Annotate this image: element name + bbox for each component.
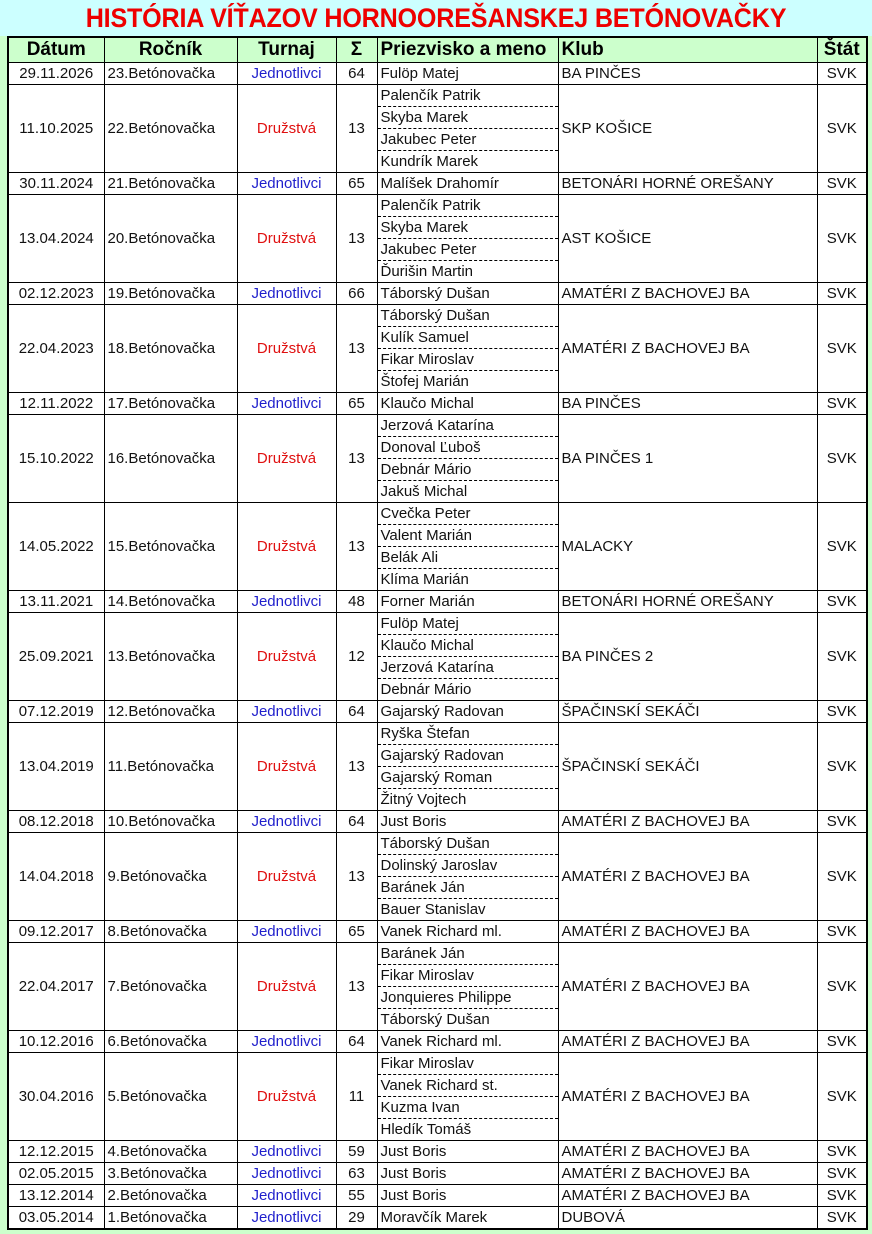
names-cell	[377, 943, 558, 1031]
player-name: Jerzová Katarína	[378, 657, 558, 679]
club-cell: AMATÉRI Z BACHOVEJ BA	[558, 1053, 817, 1141]
table-body	[8, 63, 867, 1230]
player-name: Just Boris	[380, 813, 447, 830]
player-name: Forner Marián	[380, 593, 475, 610]
club-cell: AMATÉRI Z BACHOVEJ BA	[558, 1141, 817, 1163]
player-name: Gajarský Radovan	[380, 703, 504, 720]
names-cell	[377, 1163, 558, 1185]
sum-cell: 13	[336, 503, 377, 591]
table-row	[8, 613, 867, 701]
club-cell: BA PINČES	[558, 393, 817, 415]
player-name: Klaučo Michal	[378, 635, 558, 657]
player-name: Dolinský Jaroslav	[378, 855, 558, 877]
header-club: Klub	[558, 37, 817, 63]
player-name: Jakubec Peter	[378, 129, 558, 151]
tournament-type-cell: Družstvá	[237, 943, 336, 1031]
player-name: Táborský Dušan	[380, 1011, 490, 1028]
sum-cell: 13	[336, 943, 377, 1031]
country-cell: SVK	[817, 591, 867, 613]
player-name: Hledík Tomáš	[380, 1121, 472, 1138]
date-cell: 15.10.2022	[8, 415, 104, 503]
sum-cell: 65	[336, 173, 377, 195]
sum-cell: 65	[336, 393, 377, 415]
names-cell	[377, 173, 558, 195]
date-cell: 02.05.2015	[8, 1163, 104, 1185]
player-name: Táborský Dušan	[378, 833, 558, 855]
player-name: Fikar Miroslav	[378, 349, 558, 371]
player-name: Ďurišin Martin	[380, 263, 474, 280]
edition-cell: 16.Betónovačka	[104, 415, 237, 503]
player-name: Donoval Ľuboš	[378, 437, 558, 459]
table-row	[8, 1185, 867, 1207]
header-sum: Σ	[336, 37, 377, 63]
table-row	[8, 1031, 867, 1053]
country-cell: SVK	[817, 701, 867, 723]
header-edition: Ročník	[104, 37, 237, 63]
page-title: HISTÓRIA VÍŤAZOV HORNOOREŠANSKEJ BETÓNOVAČKY	[85, 3, 787, 33]
names-cell	[377, 921, 558, 943]
date-cell: 13.04.2024	[8, 195, 104, 283]
country-cell: SVK	[817, 283, 867, 305]
tournament-type-cell: Jednotlivci	[237, 1141, 336, 1163]
tournament-type-cell: Družstvá	[237, 85, 336, 173]
table-row	[8, 943, 867, 1031]
player-name: Táborský Dušan	[380, 285, 490, 302]
names-cell	[377, 1053, 558, 1141]
club-cell: BA PINČES 2	[558, 613, 817, 701]
winners-table	[7, 36, 868, 1230]
player-name: Malíšek Drahomír	[380, 175, 499, 192]
edition-cell: 15.Betónovačka	[104, 503, 237, 591]
player-name: Baránek Ján	[378, 877, 558, 899]
edition-cell: 12.Betónovačka	[104, 701, 237, 723]
table-row	[8, 1141, 867, 1163]
edition-cell: 14.Betónovačka	[104, 591, 237, 613]
tournament-type-cell: Družstvá	[237, 613, 336, 701]
date-cell: 13.11.2021	[8, 591, 104, 613]
names-cell	[377, 305, 558, 393]
club-cell: AST KOŠICE	[558, 195, 817, 283]
sum-cell: 48	[336, 591, 377, 613]
tournament-type-cell: Družstvá	[237, 723, 336, 811]
edition-cell: 21.Betónovačka	[104, 173, 237, 195]
player-name: Fikar Miroslav	[378, 1053, 558, 1075]
player-name: Skyba Marek	[378, 217, 558, 239]
edition-cell: 10.Betónovačka	[104, 811, 237, 833]
player-name: Just Boris	[380, 1165, 447, 1182]
sum-cell: 59	[336, 1141, 377, 1163]
date-cell: 02.12.2023	[8, 283, 104, 305]
tournament-type-cell: Jednotlivci	[237, 1207, 336, 1230]
club-cell: AMATÉRI Z BACHOVEJ BA	[558, 1031, 817, 1053]
sum-cell: 13	[336, 195, 377, 283]
edition-cell: 18.Betónovačka	[104, 305, 237, 393]
tournament-type-cell: Družstvá	[237, 195, 336, 283]
country-cell: SVK	[817, 921, 867, 943]
edition-cell: 9.Betónovačka	[104, 833, 237, 921]
edition-cell: 5.Betónovačka	[104, 1053, 237, 1141]
club-cell: ŠPAČINSKÍ SEKÁČI	[558, 723, 817, 811]
player-name: Skyba Marek	[378, 107, 558, 129]
names-cell	[377, 85, 558, 173]
header-date: Dátum	[8, 37, 104, 63]
player-name: Gajarský Roman	[378, 767, 558, 789]
country-cell: SVK	[817, 1163, 867, 1185]
date-cell: 30.11.2024	[8, 173, 104, 195]
country-cell: SVK	[817, 415, 867, 503]
club-cell: AMATÉRI Z BACHOVEJ BA	[558, 1185, 817, 1207]
edition-cell: 22.Betónovačka	[104, 85, 237, 173]
sum-cell: 13	[336, 415, 377, 503]
sum-cell: 11	[336, 1053, 377, 1141]
tournament-type-cell: Jednotlivci	[237, 1163, 336, 1185]
player-name: Gajarský Radovan	[378, 745, 558, 767]
edition-cell: 2.Betónovačka	[104, 1185, 237, 1207]
date-cell: 14.04.2018	[8, 833, 104, 921]
names-cell	[377, 811, 558, 833]
date-cell: 07.12.2019	[8, 701, 104, 723]
club-cell: BETONÁRI HORNÉ OREŠANY	[558, 591, 817, 613]
club-cell: AMATÉRI Z BACHOVEJ BA	[558, 943, 817, 1031]
names-cell	[377, 613, 558, 701]
names-cell	[377, 1207, 558, 1230]
edition-cell: 11.Betónovačka	[104, 723, 237, 811]
player-name: Valent Marián	[378, 525, 558, 547]
sum-cell: 13	[336, 723, 377, 811]
table-row	[8, 1053, 867, 1141]
table-row	[8, 591, 867, 613]
sum-cell: 66	[336, 283, 377, 305]
table-row	[8, 85, 867, 173]
player-name: Palenčík Patrik	[378, 85, 558, 107]
player-name: Klaučo Michal	[380, 395, 474, 412]
tournament-type-cell: Jednotlivci	[237, 921, 336, 943]
table-row	[8, 195, 867, 283]
table-row	[8, 393, 867, 415]
date-cell: 09.12.2017	[8, 921, 104, 943]
table-row	[8, 1163, 867, 1185]
club-cell: AMATÉRI Z BACHOVEJ BA	[558, 921, 817, 943]
player-name: Palenčík Patrik	[378, 195, 558, 217]
club-cell: MALACKY	[558, 503, 817, 591]
player-name: Just Boris	[380, 1143, 447, 1160]
table-row	[8, 503, 867, 591]
player-name: Debnár Mário	[378, 459, 558, 481]
player-name: Baránek Ján	[378, 943, 558, 965]
date-cell: 03.05.2014	[8, 1207, 104, 1230]
player-name: Jakuš Michal	[380, 483, 468, 500]
club-cell: BA PINČES	[558, 63, 817, 85]
edition-cell: 17.Betónovačka	[104, 393, 237, 415]
country-cell: SVK	[817, 1053, 867, 1141]
club-cell: AMATÉRI Z BACHOVEJ BA	[558, 833, 817, 921]
date-cell: 14.05.2022	[8, 503, 104, 591]
table-row	[8, 283, 867, 305]
sum-cell: 55	[336, 1185, 377, 1207]
names-cell	[377, 195, 558, 283]
date-cell: 12.12.2015	[8, 1141, 104, 1163]
player-name: Kuzma Ivan	[378, 1097, 558, 1119]
player-name: Jakubec Peter	[378, 239, 558, 261]
player-name: Jonquieres Philippe	[378, 987, 558, 1009]
player-name: Bauer Stanislav	[380, 901, 486, 918]
tournament-type-cell: Jednotlivci	[237, 811, 336, 833]
player-name: Kundrík Marek	[380, 153, 479, 170]
edition-cell: 6.Betónovačka	[104, 1031, 237, 1053]
header-country: Štát	[817, 37, 867, 63]
table-row	[8, 173, 867, 195]
edition-cell: 8.Betónovačka	[104, 921, 237, 943]
date-cell: 13.12.2014	[8, 1185, 104, 1207]
tournament-type-cell: Družstvá	[237, 415, 336, 503]
country-cell: SVK	[817, 833, 867, 921]
country-cell: SVK	[817, 393, 867, 415]
tournament-type-cell: Jednotlivci	[237, 393, 336, 415]
sum-cell: 64	[336, 701, 377, 723]
sum-cell: 13	[336, 305, 377, 393]
table-row	[8, 305, 867, 393]
sum-cell: 64	[336, 63, 377, 85]
names-cell	[377, 283, 558, 305]
country-cell: SVK	[817, 613, 867, 701]
sum-cell: 29	[336, 1207, 377, 1230]
date-cell: 22.04.2017	[8, 943, 104, 1031]
names-cell	[377, 1141, 558, 1163]
table-row	[8, 701, 867, 723]
edition-cell: 20.Betónovačka	[104, 195, 237, 283]
table-row	[8, 63, 867, 85]
names-cell	[377, 833, 558, 921]
sum-cell: 64	[336, 811, 377, 833]
country-cell: SVK	[817, 811, 867, 833]
edition-cell: 3.Betónovačka	[104, 1163, 237, 1185]
player-name: Moravčík Marek	[380, 1209, 488, 1226]
sum-cell: 12	[336, 613, 377, 701]
names-cell	[377, 591, 558, 613]
tournament-type-cell: Jednotlivci	[237, 283, 336, 305]
tournament-type-cell: Jednotlivci	[237, 591, 336, 613]
sum-cell: 13	[336, 833, 377, 921]
player-name: Belák Ali	[378, 547, 558, 569]
tournament-type-cell: Družstvá	[237, 1053, 336, 1141]
table-row	[8, 811, 867, 833]
tournament-type-cell: Jednotlivci	[237, 173, 336, 195]
sum-cell: 64	[336, 1031, 377, 1053]
date-cell: 11.10.2025	[8, 85, 104, 173]
date-cell: 22.04.2023	[8, 305, 104, 393]
player-name: Debnár Mário	[380, 681, 472, 698]
country-cell: SVK	[817, 943, 867, 1031]
date-cell: 08.12.2018	[8, 811, 104, 833]
edition-cell: 1.Betónovačka	[104, 1207, 237, 1230]
player-name: Ryška Štefan	[378, 723, 558, 745]
date-cell: 10.12.2016	[8, 1031, 104, 1053]
names-cell	[377, 503, 558, 591]
country-cell: SVK	[817, 63, 867, 85]
player-name: Kulík Samuel	[378, 327, 558, 349]
club-cell: AMATÉRI Z BACHOVEJ BA	[558, 811, 817, 833]
player-name: Just Boris	[380, 1187, 447, 1204]
table-row	[8, 723, 867, 811]
country-cell: SVK	[817, 195, 867, 283]
player-name: Fulöp Matej	[378, 613, 558, 635]
edition-cell: 7.Betónovačka	[104, 943, 237, 1031]
player-name: Žitný Vojtech	[380, 791, 467, 808]
header-tournament: Turnaj	[237, 37, 336, 63]
club-cell: DUBOVÁ	[558, 1207, 817, 1230]
date-cell: 12.11.2022	[8, 393, 104, 415]
header-row	[8, 37, 867, 63]
country-cell: SVK	[817, 723, 867, 811]
header-name: Priezvisko a meno	[377, 37, 558, 63]
sum-cell: 63	[336, 1163, 377, 1185]
date-cell: 30.04.2016	[8, 1053, 104, 1141]
table-row	[8, 415, 867, 503]
tournament-type-cell: Družstvá	[237, 833, 336, 921]
player-name: Vanek Richard ml.	[380, 923, 502, 940]
tournament-type-cell: Jednotlivci	[237, 1031, 336, 1053]
club-cell: BETONÁRI HORNÉ OREŠANY	[558, 173, 817, 195]
date-cell: 25.09.2021	[8, 613, 104, 701]
country-cell: SVK	[817, 1207, 867, 1230]
player-name: Vanek Richard st.	[378, 1075, 558, 1097]
club-cell: AMATÉRI Z BACHOVEJ BA	[558, 283, 817, 305]
tournament-type-cell: Jednotlivci	[237, 1185, 336, 1207]
club-cell: AMATÉRI Z BACHOVEJ BA	[558, 1163, 817, 1185]
date-cell: 13.04.2019	[8, 723, 104, 811]
country-cell: SVK	[817, 1185, 867, 1207]
edition-cell: 13.Betónovačka	[104, 613, 237, 701]
table-row	[8, 833, 867, 921]
country-cell: SVK	[817, 173, 867, 195]
names-cell	[377, 723, 558, 811]
edition-cell: 23.Betónovačka	[104, 63, 237, 85]
country-cell: SVK	[817, 305, 867, 393]
club-cell: ŠPAČINSKÍ SEKÁČI	[558, 701, 817, 723]
tournament-type-cell: Družstvá	[237, 503, 336, 591]
names-cell	[377, 63, 558, 85]
table-row	[8, 921, 867, 943]
table-row	[8, 1207, 867, 1230]
names-cell	[377, 701, 558, 723]
club-cell: BA PINČES 1	[558, 415, 817, 503]
player-name: Štofej Marián	[380, 373, 469, 390]
tournament-type-cell: Jednotlivci	[237, 701, 336, 723]
club-cell: SKP KOŠICE	[558, 85, 817, 173]
tournament-type-cell: Jednotlivci	[237, 63, 336, 85]
names-cell	[377, 1185, 558, 1207]
names-cell	[377, 415, 558, 503]
sum-cell: 65	[336, 921, 377, 943]
country-cell: SVK	[817, 503, 867, 591]
country-cell: SVK	[817, 1141, 867, 1163]
edition-cell: 4.Betónovačka	[104, 1141, 237, 1163]
names-cell	[377, 393, 558, 415]
player-name: Vanek Richard ml.	[380, 1033, 502, 1050]
names-cell	[377, 1031, 558, 1053]
date-cell: 29.11.2026	[8, 63, 104, 85]
country-cell: SVK	[817, 1031, 867, 1053]
player-name: Klíma Marián	[380, 571, 469, 588]
sum-cell: 13	[336, 85, 377, 173]
edition-cell: 19.Betónovačka	[104, 283, 237, 305]
player-name: Fikar Miroslav	[378, 965, 558, 987]
player-name: Fulöp Matej	[380, 65, 459, 82]
player-name: Táborský Dušan	[378, 305, 558, 327]
country-cell: SVK	[817, 85, 867, 173]
club-cell: AMATÉRI Z BACHOVEJ BA	[558, 305, 817, 393]
player-name: Jerzová Katarína	[378, 415, 558, 437]
tournament-type-cell: Družstvá	[237, 305, 336, 393]
player-name: Cvečka Peter	[378, 503, 558, 525]
